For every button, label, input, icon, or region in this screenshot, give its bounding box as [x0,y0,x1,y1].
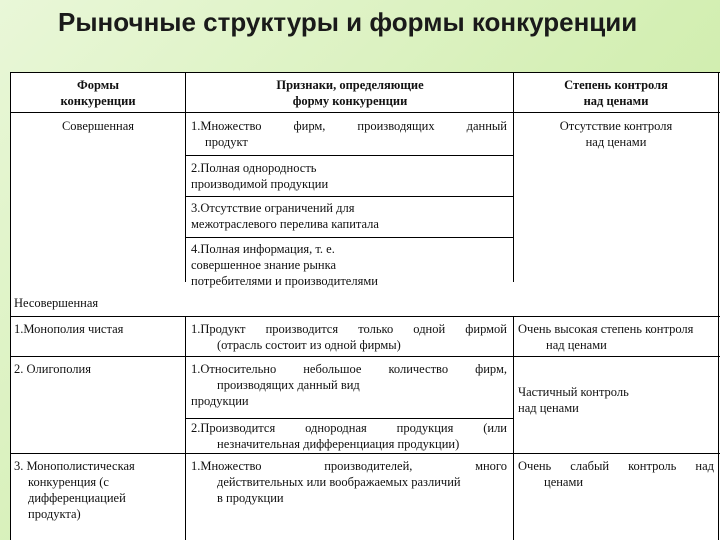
row-divider [185,418,513,419]
monopoly-control: Очень высокая степень контроля над ценами [518,322,694,352]
form-monopoly: 1.Монополия чистая [14,322,124,336]
table-left-border [10,72,11,540]
oligopoly-feature-1: 1.Относительно небольшое количество фирм, производящих данный вид продукции [191,362,507,408]
col-divider [513,316,514,540]
oligopoly-control: Частичный контроль над ценами [518,385,629,415]
row-divider [10,356,720,357]
competition-table [10,72,720,540]
monopolistic-control: Очень слабый контроль над ценами [518,459,714,489]
row-divider [185,155,513,156]
page-title: Рыночные структуры и формы конкуренции [58,7,638,37]
perfect-feature-1: 1.Множество фирм, производящих данный продукт [191,119,507,149]
row-divider [10,316,720,317]
form-perfect: Совершенная [61,119,135,133]
row-divider [185,237,513,238]
header-control: Степень контроля над ценами [564,78,668,108]
header-features: Признаки, определяющие форму конкуренции [276,78,424,108]
row-divider [10,453,720,454]
perfect-feature-3: 3.Отсутствие ограничений для межотраслевого перелива капитала [191,201,379,231]
header-divider [10,112,720,113]
perfect-feature-4: 4.Полная информация, т. е. совершенное знание рынка потребителями и производителями [191,242,378,288]
form-oligopoly: 2. Олигополия [14,362,91,376]
col-divider [185,316,186,540]
monopoly-feature-1: 1.Продукт производится только одной фирмой (отрасль состоит из одной фирмы) [191,322,507,352]
perfect-control: Отсутствие контроля над ценами [559,119,673,149]
table-top-border [10,72,720,73]
table-right-border [718,72,719,540]
monopolistic-feature-1: 1.Множество производителей, много действительных или воображаемых различий в продукции [191,459,507,505]
oligopoly-feature-2: 2.Производится однородная продукция (или незначительная дифференциация продукции) [191,421,507,451]
col-divider [513,72,514,282]
header-forms: Формы конкуренции [60,78,136,108]
col-divider [185,72,186,282]
form-monopolistic: 3. Монополистическая конкуренция (с дифференциацией продукта) [14,459,135,521]
row-divider [185,196,513,197]
perfect-feature-2: 2.Полная однородность производимой продукции [191,161,329,191]
imperfect-label: Несовершенная [14,296,99,310]
